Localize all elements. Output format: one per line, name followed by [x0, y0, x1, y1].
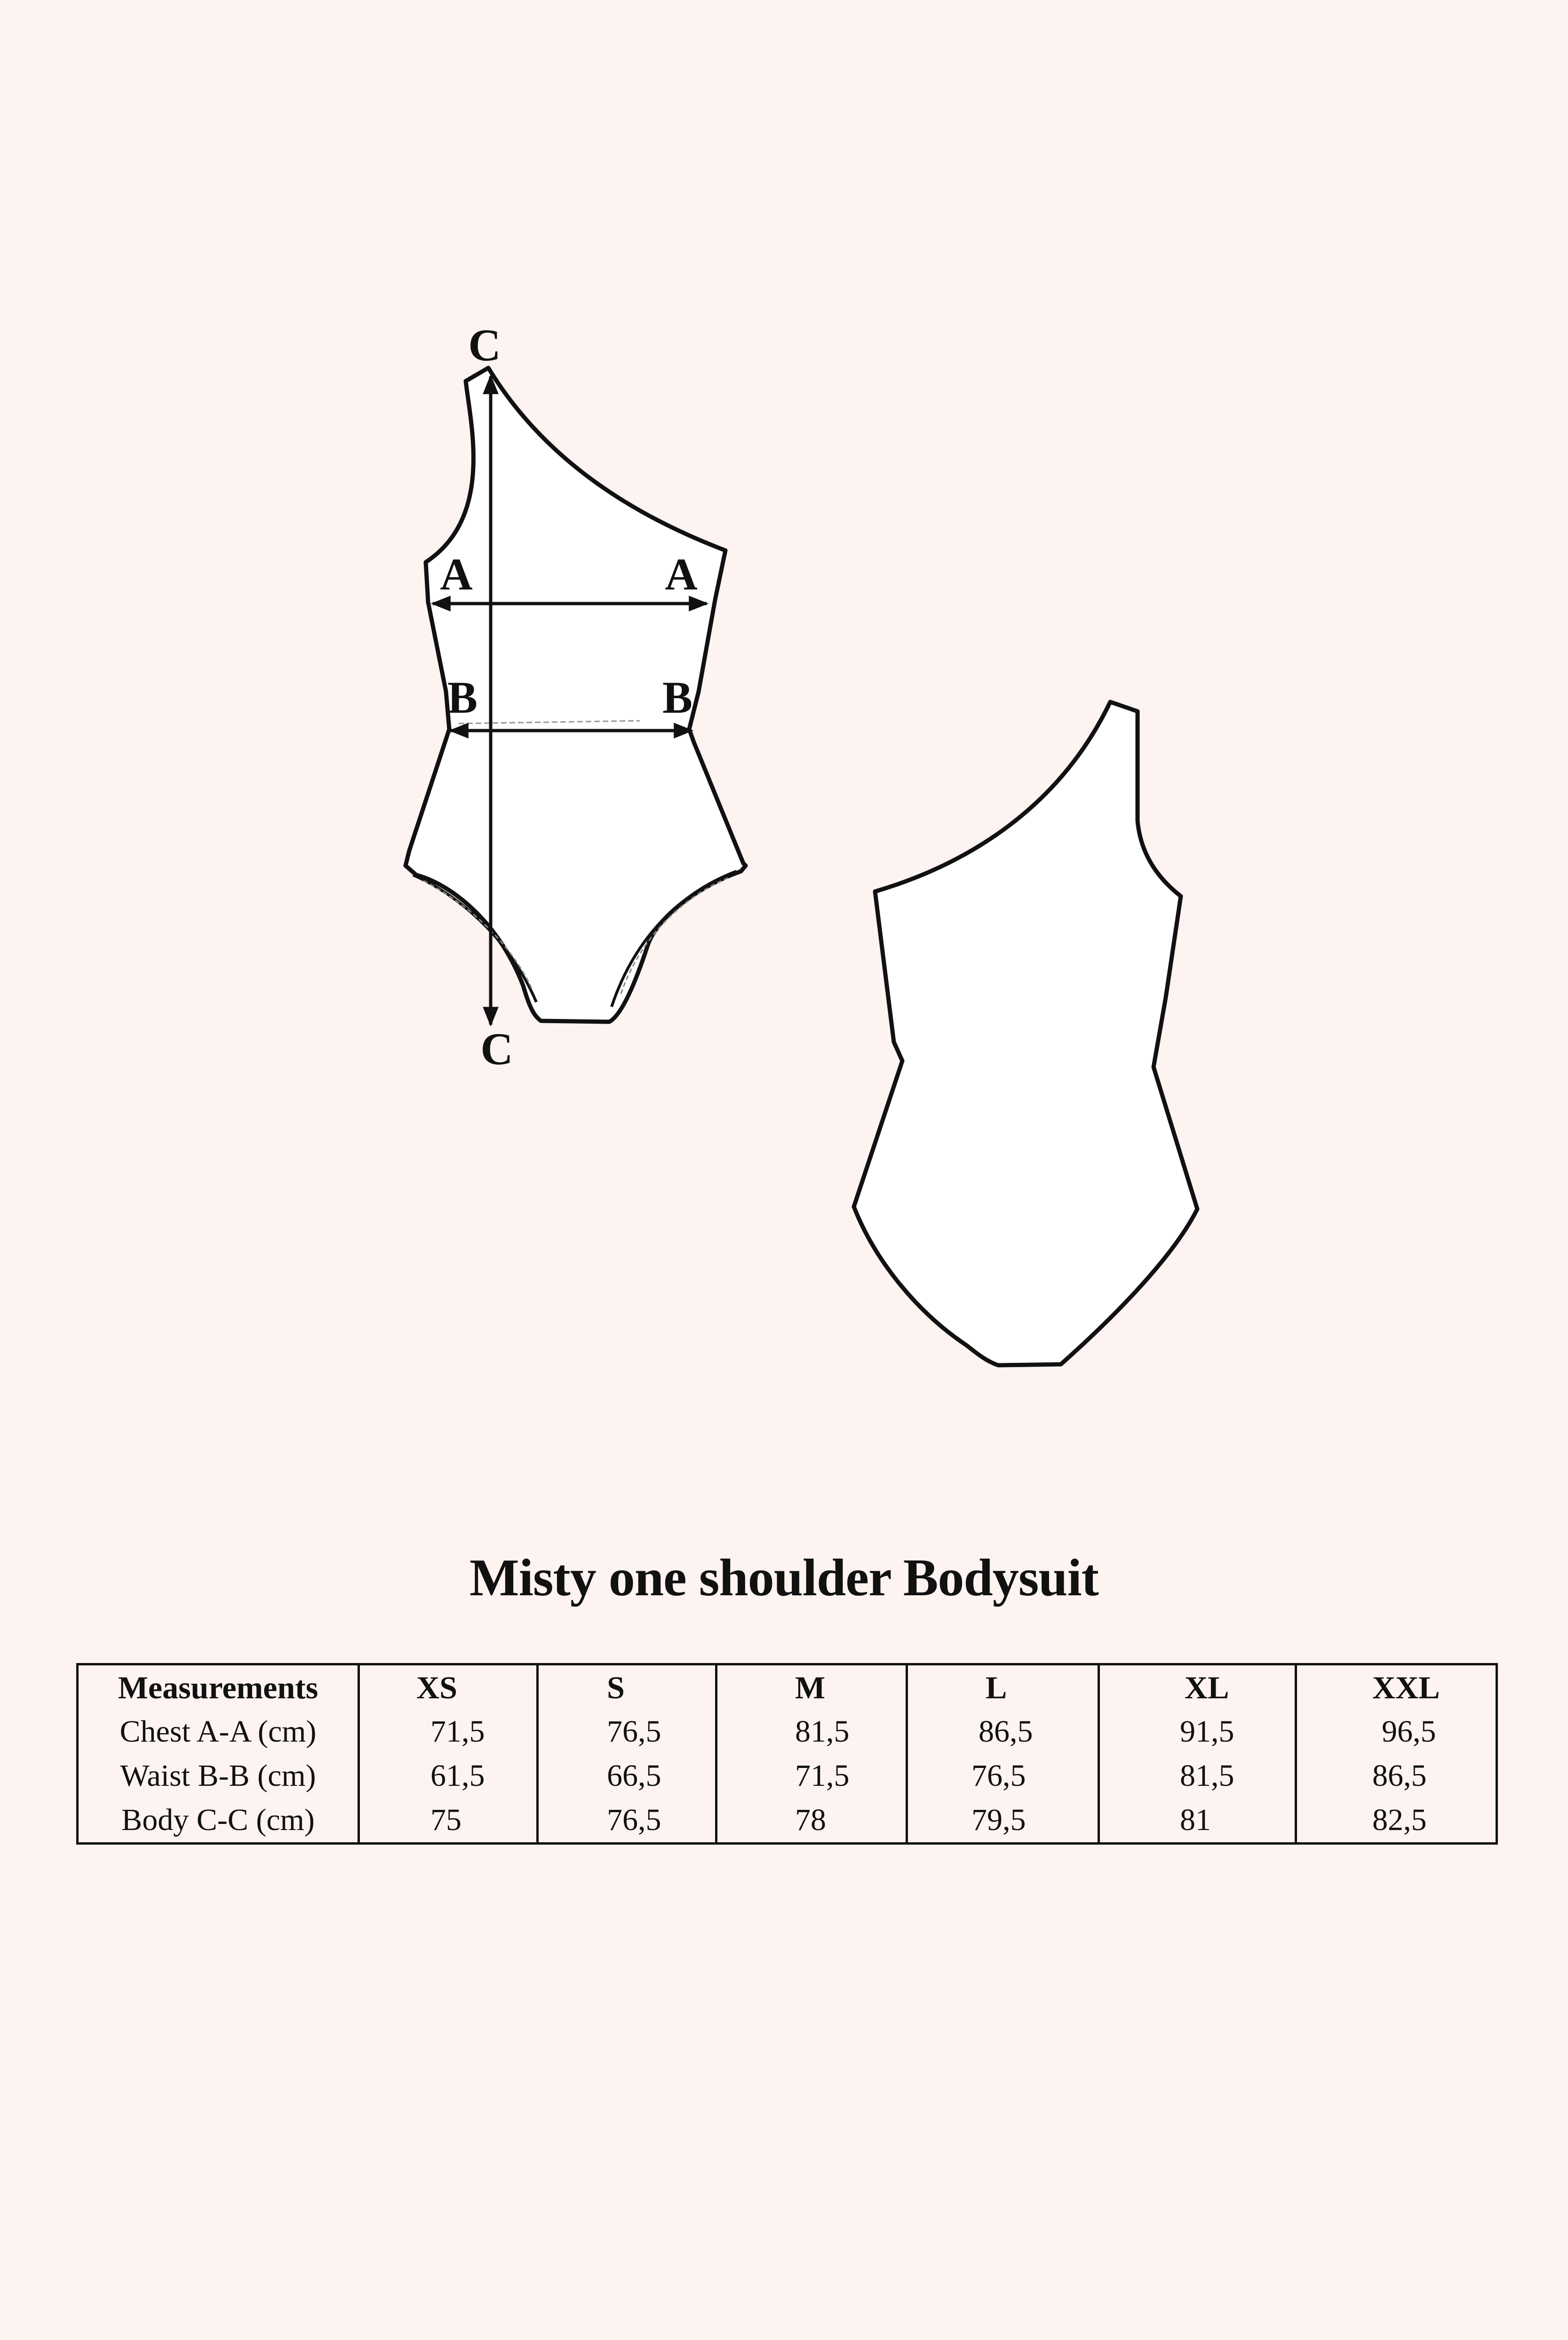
table-cell — [716, 1754, 907, 1798]
waist-label-right: B — [662, 672, 693, 723]
row-label: Chest A-A (cm) — [78, 1710, 359, 1754]
cell-value: 61,5 — [430, 1759, 485, 1793]
table-cell — [716, 1798, 907, 1844]
header-size-xs — [359, 1664, 538, 1710]
cell-value: 96,5 — [1382, 1714, 1436, 1749]
cell-value: 81,5 — [1180, 1759, 1234, 1793]
cell-value: 91,5 — [1180, 1714, 1234, 1749]
size-chart-table — [76, 1663, 1498, 1845]
table-header-row — [78, 1664, 1497, 1710]
header-size-l-label: L — [986, 1669, 1007, 1705]
chest-label-left: A — [440, 549, 473, 599]
header-size-xxl — [1296, 1664, 1497, 1710]
table-cell — [907, 1798, 1099, 1844]
cell-value: 76,5 — [607, 1803, 661, 1837]
table-cell — [1099, 1710, 1296, 1754]
table-row — [78, 1710, 1497, 1754]
header-measurements: Measurements — [78, 1664, 359, 1710]
cell-value: 76,5 — [607, 1714, 661, 1749]
table-cell — [907, 1754, 1099, 1798]
cell-value: 76,5 — [971, 1759, 1026, 1793]
header-size-l — [907, 1664, 1099, 1710]
cell-value: 81 — [1180, 1803, 1211, 1837]
table-cell — [359, 1754, 538, 1798]
header-size-s — [538, 1664, 716, 1710]
back-bodysuit-outline — [854, 702, 1197, 1365]
table-cell — [538, 1798, 716, 1844]
table-cell — [1099, 1798, 1296, 1844]
body-label-bottom: C — [480, 1024, 513, 1074]
table-cell — [1296, 1754, 1497, 1798]
table-cell — [359, 1798, 538, 1844]
table-cell — [1296, 1710, 1497, 1754]
product-title: Misty one shoulder Bodysuit — [470, 1549, 1098, 1607]
cell-value: 71,5 — [795, 1759, 850, 1793]
cell-value: 79,5 — [971, 1803, 1026, 1837]
header-size-xxl-label: XXL — [1372, 1669, 1440, 1705]
cell-value: 81,5 — [795, 1714, 850, 1749]
header-size-m-label: M — [795, 1669, 826, 1705]
header-size-xl — [1099, 1664, 1296, 1710]
cell-value: 71,5 — [430, 1714, 485, 1749]
body-label-top: C — [468, 320, 501, 370]
cell-value: 86,5 — [979, 1714, 1033, 1749]
cell-value: 78 — [795, 1803, 826, 1837]
row-label: Body C-C (cm) — [78, 1798, 359, 1844]
cell-value: 75 — [430, 1803, 462, 1837]
table-cell — [538, 1754, 716, 1798]
cell-value: 66,5 — [607, 1759, 661, 1793]
cell-value: 86,5 — [1372, 1759, 1427, 1793]
table-cell — [359, 1710, 538, 1754]
header-size-s-label: S — [607, 1669, 625, 1705]
cell-value: 82,5 — [1372, 1803, 1427, 1837]
table-cell — [716, 1710, 907, 1754]
table-cell — [1296, 1798, 1497, 1844]
back-view-bodysuit — [854, 702, 1197, 1365]
table-cell — [907, 1710, 1099, 1754]
header-size-m — [716, 1664, 907, 1710]
table-cell — [1099, 1754, 1296, 1798]
waist-label-left: B — [447, 672, 478, 723]
chest-label-right: A — [665, 549, 698, 599]
header-size-xl-label: XL — [1185, 1669, 1229, 1705]
table-row — [78, 1798, 1497, 1844]
table-row — [78, 1754, 1497, 1798]
row-label: Waist B-B (cm) — [78, 1754, 359, 1798]
header-size-xs-label: XS — [416, 1669, 457, 1705]
table-cell — [538, 1710, 716, 1754]
